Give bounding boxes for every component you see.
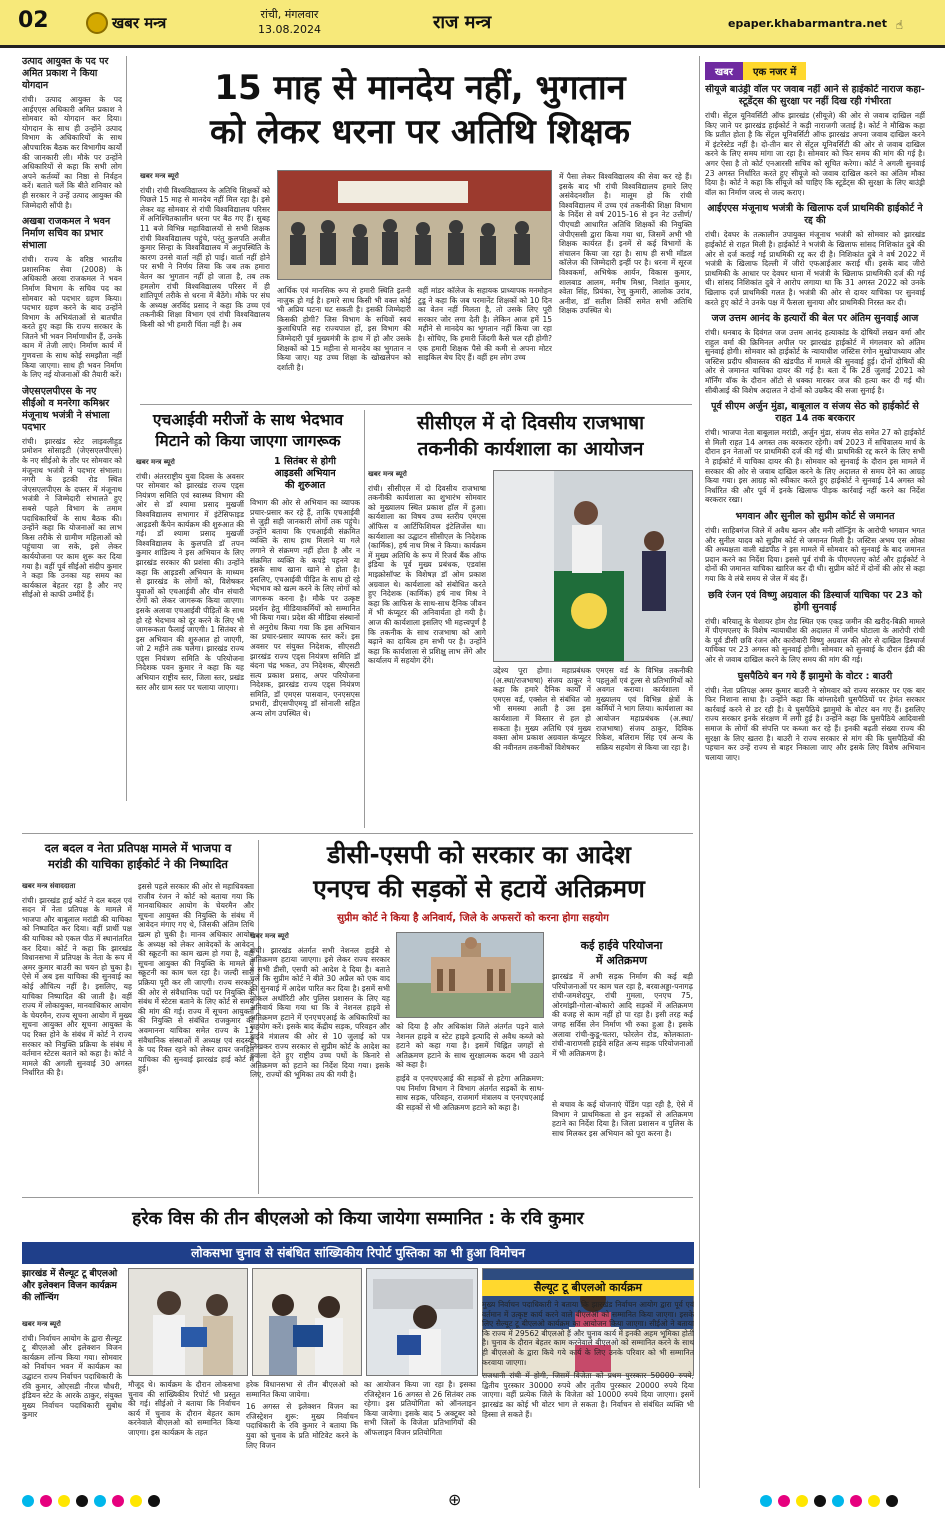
lead-body-2: आर्थिक एवं मानसिक रूप से हमारी स्थिति इतनी नाजुक हो गई है। हमारे साथ किसी भी वक्त कोई भी अप्रिय घटना घट सकती है। इसकी जिम्मेदारी किसकी होगी? जिस विभाग के सचिवों स्वयं कुलाधिपति सह राज्यपाल हों, इस विभाग की जिम्मेदारी पूर्व मुख्यमंत्री के हाथ में हो और उसके शिक्षकों को 15 महीना से मानदेय का भुगतान न किया जाए। यह उच्च शिक्षा के खोखलेपन को दर्शाती है।	[277, 286, 411, 372]
blo-col-3	[364, 1380, 476, 1488]
color-mark	[130, 1495, 142, 1507]
right-head-5: भगवान और सुनील को सुप्रीम कोर्ट से जमानत	[735, 511, 895, 522]
dcsp-subhead: सुप्रीम कोर्ट ने किया है अनिवार्य, जिले के अफसरों को करना होगा सहयोग	[337, 913, 609, 924]
brand-name: खबर मन्त्र	[112, 14, 167, 32]
dcsp-headline-line-2: एनएच की सड़कों से हटायें अतिक्रमण	[313, 874, 645, 903]
masthead	[0, 0, 945, 48]
lead-col-4	[559, 172, 692, 400]
registration-mark: ⊕	[448, 1490, 462, 1509]
color-mark	[58, 1495, 70, 1507]
hiv-byline: खबर मन्त्र ब्यूरो	[136, 458, 175, 466]
blo-side-col	[22, 1320, 122, 1488]
color-mark	[760, 1495, 772, 1507]
dcsp-photo-supreme-court	[396, 932, 544, 1018]
ccl-headline-line-1: सीसीएल में दो दिवसीय राजभाषा	[416, 412, 645, 434]
lead-col-2	[277, 286, 411, 400]
blo-col-1	[128, 1380, 240, 1488]
right-tag-row	[705, 62, 925, 80]
hc-case-headline	[22, 840, 254, 872]
ccl-byline: खबर मन्त्र ब्यूरो	[368, 470, 407, 478]
lead-body-3: वहीं मांडर कॉलेज के सहायक प्राध्यापक मनमोहन टुडू ने कहा कि जब परमानेंट शिक्षकों को 10 दिन का वेतन नहीं मिलता है, तो उसके लिए पूरी सरकार जोर लगा देती है। लेकिन आज हमें 15 महीने से मानदेय का भुगतान नहीं किया जा रहा है। सोचिए, कि हमारी जिंदगी कैसे चल रही होगी? एक हमारी शिक्षक पैसे की कमी से अपना मोटर साइकिल बेच दिए हैं। वहीं हम लोग उच्च	[418, 286, 552, 363]
brand-logo-icon	[86, 12, 108, 34]
color-mark	[40, 1495, 52, 1507]
section-rule	[140, 404, 692, 405]
right-head-3: जज उत्तम आनंद के हत्यारों की बेल पर अंतिम सुनवाई आज	[711, 313, 919, 325]
ccl-body-1: रांची। सीसीएल में दो दिवसीय राजभाषा तकनीकी कार्यशाला का शुभारंभ सोमवार को मुख्यालय स्थित प्रकाश हॉल में हुआ। कार्यशाला का विषय उच्च स्तरीय एमएस ऑफिस व आर्टिफिशियल इंटेलिजेंस था। कार्यशाला का उद्घाटन सीसीएल के निदेशक (कार्मिक), हर्ष नाथ मिश्र ने किया। कार्यक्रम में मुख्य अतिथि के रूप में रिजर्व बैंक ऑफ इंडिया के पूर्व मुख्य प्रबंधक, एडवांस माइक्रोसॉफ्ट के विशेषज्ञ डॉ ओम प्रकाश अग्रवाल थे। कार्यशाला को संबोधित करते हुए निदेशक (कार्मिक) हर्ष नाथ मिश्र ने कहा कि आफिस के साथ-साथ दैनिक जीवन में भी कंप्यूटर की अनिवार्यता हो गयी है। आज की कार्यशाला इसलिए भी महत्त्वपूर्ण है कि तकनीक के साथ राजभाषा को आगे बढ़ाने का दायित्व हम सभी पर है। उन्होंने कहा कि कार्यशाला से प्रशिक्षु लाभ लेंगे और कार्यालय में सहयोग देंगे।	[368, 483, 486, 666]
hc-case-headline-line-2: मरांडी की याचिका हाईकोर्ट ने की निष्पादित	[47, 857, 228, 871]
color-mark	[814, 1495, 826, 1507]
hiv-subhead-line-1: 1 सितंबर से होगी	[274, 456, 336, 467]
page-number: 02	[18, 8, 49, 33]
right-body-7: रांची। नेता प्रतिपक्ष अमर कुमार बाउरी ने सोमवार को राज्य सरकार पर एक बार फिर निशाना साधा है। उन्होंने कहा कि बांग्लादेशी घुसपैठियों पर हेमंत सरकार कार्रवाई करने से डर रही है। ये घुसपैठिये झामुमो के वोटर बन गए हैं। इसलिए राज्य सरकार इनके संरक्षण में लगी हुई है। उन्होंने कहा कि घुसपैठिये आदिवासी समाज के लोगों की संपत्ति पर कब्जा कर रहे हैं। इनकी बढ़ती संख्या राज्य की सुरक्षा के लिए खतरा है। बाउरी ने राज्य सरकार से मांग की कि घुसपैठियों की पहचान कर उन्हें राज्य से बाहर निकाला जाए और इसके लिए विशेष अभियान चलाया जाए।	[705, 685, 925, 762]
blo-headline: हरेक विस की तीन बीएलओ को किया जायेगा सम्मानित : के रवि कुमार	[132, 1209, 584, 1229]
dcsp-box-head-line-1: कई हाईवे परियोजना	[580, 939, 663, 952]
hiv-headline-line-2: मिटाने को किया जाएगा जागरूक	[155, 432, 341, 450]
lead-headline-line-1: 15 माह से मानदेय नहीं, भुगतान	[214, 68, 626, 108]
color-mark	[868, 1495, 880, 1507]
right-head-2: आईएएस मंजूनाथ भजंत्री के खिलाफ दर्ज प्राथमिकी हाईकोर्ट ने रद्द की	[707, 203, 923, 227]
hiv-headline	[136, 410, 360, 452]
blo-byline: खबर मन्त्र ब्यूरो	[22, 1320, 61, 1328]
dcsp-box-head-line-2: में अतिक्रमण	[596, 954, 647, 967]
color-mark	[832, 1495, 844, 1507]
ccl-col-1	[368, 470, 486, 828]
dateline	[258, 7, 321, 37]
brief-body-1: रांची। उत्पाद आयुक्त के पद आईएएस अधिकारी अमित प्रकाश ने सोमवार को योगदान कर दिया। योगदान के साथ ही उन्होंने उत्पाद विभाग के अधिकारियों के साथ औपचारिक बैठक कर विभागीय कार्यों की जानकारी ली। मौके पर उन्होंने अधिकारियों से कहा कि सभी लोग अपने कर्तव्यों का निष्ठा से निर्वहन करें। बताते चलें कि बीते शनिवार को ही सरकार ने उन्हें उत्पाद आयुक्त की जिम्मेदारी सौंपी है।	[22, 95, 122, 210]
color-mark	[778, 1495, 790, 1507]
dcsp-col-3	[552, 972, 693, 1096]
dcsp-body-1: रांची। झारखंड अंतर्गत सभी नेशनल हाईवे से अतिक्रमण हटाया जाएगा। इसे लेकर राज्य सरकार ने सभी डीसी, एसपी को आदेश दे दिया है। बताते चलें कि सुप्रीम कोर्ट ने बीते 30 अप्रैल को एक वाद की सुनवाई में आदेश पारित कर दिया है। इसमें सभी लोकल अथॉरिटी और पुलिस प्रशासन के लिए यह अनिवार्य किया गया था कि वे नेशनल हाइवे से अतिक्रमण हटाने में एनएचएआई के अधिकारियों का सहयोग करें। इसके बाद केंद्रीय सड़क, परिवहन और हाईवे मंत्रालय की ओर से 10 जुलाई को पत्र लिखकर राज्य सरकार से सुप्रीम कोर्ट के आदेश का हवाला देते हुए राष्ट्रीय उच्च पथों के किनारे से अतिक्रमण को हटाने का निर्देश दिया गया। इसके लिए, राज्यों की भूमिका तय की गयी है।	[250, 945, 390, 1080]
dcsp-box-head	[550, 938, 693, 968]
column-rule	[126, 56, 127, 801]
date: 13.08.2024	[258, 23, 321, 36]
blo-photo-3	[366, 1268, 478, 1376]
right-head-1: सीयूजे बाउंड्री वॉल पर जवाब नहीं आने से हाईकोर्ट नाराज कहा- स्टूडेंट्स की सुरक्षा पर नहीं दिख रही गंभीरता	[705, 84, 925, 107]
hc-case-byline: खबर मन्त्र संवाददाता	[22, 882, 76, 890]
right-body-6: रांची। बरियातू के चेशायर होम रोड स्थित एक एकड़ जमीन की खरीद-बिक्री मामले में पीएमएलए के विशेष न्यायाधीश की अदालत में जमीन घोटाला के आरोपी रांची के पूर्व डीसी छवि रंजन और कारोबारी विष्णु अग्रवाल की ओर से दाखिल डिस्चार्ज याचिका पर 23 अगस्त को सुनवाई होगी। सोमवार को सुनवाई के दौरान ईडी की ओर से जवाब दाखिल करने के लिए समय की मांग की गई।	[705, 616, 925, 664]
ccl-body-3: एमएस वर्ड के विभिन्न तकनीकी पहलुओं एवं टूल्स से प्रतिभागियों को अवगत कराया। कार्यशाला में मुख्यालय एवं विभिन्न क्षेत्रों के कर्मियों ने भाग लिया। कार्यशाला का आयोजन महाप्रबंधक (अ.स्था/राजभाषा) संजय ठाकुर, दिविक रिकेश, बलिराम सिंह एवं अन्य के सक्रिय सहयोग से किया जा रहा है।	[596, 666, 693, 752]
hiv-col-1	[136, 458, 244, 828]
color-mark	[112, 1495, 124, 1507]
right-head-4: पूर्व सीएम अर्जुन मुंडा, बाबूलाल व संजय सेठ को हाईकोर्ट से राहत 14 तक बरकरार	[711, 401, 919, 425]
dcsp-headline	[264, 838, 694, 906]
hiv-col-2	[250, 498, 360, 828]
blo-box-head: सैल्यूट टू बीएलओ कार्यक्रम	[482, 1280, 694, 1296]
dcsp-col-2	[396, 1022, 544, 1194]
blo-photo-2	[252, 1268, 362, 1376]
color-mark	[76, 1495, 88, 1507]
dcsp-byline: खबर मन्त्र ब्यूरो	[250, 932, 289, 940]
print-color-marks-right	[760, 1492, 904, 1508]
dcsp-col-4	[552, 1100, 693, 1194]
ccl-col-2	[493, 666, 591, 828]
lead-headline	[140, 66, 700, 154]
blo-col-2	[246, 1380, 358, 1488]
blo-side-body: रांची। निर्वाचन आयोग के द्वारा सैल्यूट टू बीएलओ और इलेक्शन विजन कार्यक्रम लॉन्च किया गया। सोमवार को निर्वाचन भवन में कार्यक्रम का उद्घाटन राज्य निर्वाचन पदाधिकारी के रवि कुमार, ओएसडी नीरज चौधरी, इंडियन स्टेट के आरके ठाकुर, संयुक्त मुख्य निर्वाचन पदाधिकारी सुबोध कुमार	[22, 1333, 122, 1420]
right-head-6: छवि रंजन एवं विष्णु अग्रवाल की डिस्चार्ज याचिका पर 23 को होगी सुनवाई	[708, 589, 922, 613]
hc-case-body-2: इससे पहले सरकार की ओर से महाधिवक्ता राजीव रंजन ने कोर्ट को बताया गया कि मानवाधिकार आयोग के चेयरमैन और सूचना आयुक्त की नियुक्ति के संबंध में आवेदन मंगाए गए थे, जिसकी अंतिम तिथि खत्म हो चुकी है। मानव अधिकार आयोग के अध्यक्ष को लेकर आवेदकों के आवेदन की स्क्रूटनी का काम खत्म हो गया है, वहीं सूचना आयुक्त की नियुक्ति के मामले में स्क्रूटनी का काम चल रहा है। जल्दी सारी प्रक्रिया पूरी कर ली जाएगी। राज्य सरकार की ओर से संवैधानिक पदों पर नियुक्ति के संबंध में स्टेटस बताने के लिए कोर्ट से समय की मांग की गई। राज्य में सूचना आयुक्तों की नियुक्ति से संबंधित राजकुमार की अवमानना याचिका समेत राज्य के 12 संवैधानिक संस्थाओं में अध्यक्ष एवं सदस्यों के पद रिक्त रहने को लेकर दायर जनहित याचिका की सुनवाई झारखंड हाई कोर्ट में हुई।	[138, 882, 254, 1074]
ccl-photo-speaker	[493, 470, 693, 662]
cursor-icon: ☝	[895, 18, 903, 32]
color-mark	[796, 1495, 808, 1507]
right-body-1: रांची। सेंट्रल यूनिवर्सिटी ऑफ झारखंड (सीयूजे) की ओर से जवाब दाखिल नहीं किए जाने पर झारखंड हाईकोर्ट ने कड़ी नाराजगी जताई है। कोर्ट ने मौखिक कहा कि प्रतीत होता है कि सेंट्रल यूनिवर्सिटी ऑफ झारखंड अपना जवाब दाखिल करने में इंटरेस्टेड नहीं है। दो-तीन बार से सेंट्रल यूनिवर्सिटी की ओर से जवाब दाखिल करने के लिए समय मांगा जा रहा है। सोमवार को फिर समय की मांग की गई है। अगर ऐसा है तो कोर्ट एनआरसी सचिव को सूचित करेगा। कोर्ट ने अगली सुनवाई 23 अगस्त निर्धारित करते हुए सीयूजे को जवाब दाखिल करने का अंतिम मौका दिया है। कोर्ट ने कहा कि सीयूजे को चाहिए कि स्टूडेंट्स की सुरक्षा के लिए बाउंड्री वॉल का निर्माण जल्द से जल्द कराए।	[705, 111, 925, 197]
blo-body-2: हरेक विधानसभा से तीन बीएलओ को सम्मानित किया जायेगा।	[246, 1380, 358, 1399]
brief-body-2: रांची। राज्य के वरिष्ठ भारतीय प्रशासनिक सेवा (2008) के अधिकारी अरवा राजकमल ने भवन निर्माण विभाग के सचिव पद का सोमवार को पदभार ग्रहण किया। पदभार ग्रहण करने के बाद उन्होंने विभाग के अभियंताओं से बातचीत करते हुए कहा कि राज्य सरकार के जितने भी भवन निर्माणाधीन हैं, उनके काम में तेजी लाएं। निर्माण कार्य में गुणवत्ता के साथ कोई समझौता नहीं किया जाएगा। साथ ही भवन निर्माण के लिए नई योजनाओं की तैयारी करें।	[22, 255, 122, 380]
city-day: रांची, मंगलवार	[260, 8, 319, 21]
color-mark	[22, 1495, 34, 1507]
brief-head-1: उत्पाद आयुक्त के पद पर अमित प्रकाश ने किया योगदान	[22, 56, 109, 91]
hc-case-body-1: रांची। झारखंड हाई कोर्ट ने दल बदल एवं सदन में नेता प्रतिपक्ष के मामले में भाजपा और बाबूलाल मरांडी की याचिका को निष्पादित कर दिया। वहीं प्रार्थी पक्ष की याचिका को एकल पीठ में स्थानांतरित कर दिया। कोर्ट ने कहा कि झारखंड विधानसभा में प्रतिपक्ष के नेता के रूप में अमर कुमार बाउरी का चयन हो चुका है। ऐसे में अब इस याचिका की सुनवाई का कोई औचित्य नहीं है। इसलिए, यह याचिका निष्पादित की जाती है। वहीं राज्य में लोकायुक्त, मानवाधिकार आयोग के चेयरमैन, राज्य सूचना आयोग में मुख्य सूचना आयुक्त और सूचना आयुक्त के पद रिक्त होने के संबंध में कोर्ट ने राज्य सरकार को नियुक्ति प्रक्रिया के संबंध में वर्तमान स्टेटस बताने को कहा है। कोर्ट ने मामले की अगली सुनवाई 30 अगस्त निर्धारित की है।	[22, 895, 132, 1078]
dcsp-headline-line-1: डीसी-एसपी को सरकार का आदेश	[327, 840, 631, 869]
right-body-3: रांची। धनबाद के दिवंगत जज उत्तम आनंद हत्याकांड के दोषियों लखन वर्मा और राहुल वर्मा की क्रिमिनल अपील पर झारखंड हाईकोर्ट में मंगलवार को अंतिम सुनवाई होगी। सोमवार को हाईकोर्ट के न्यायाधीश जस्टिस रंगोन मुखोपाध्याय और जस्टिस प्रदीप श्रीवास्तव की खंडपीठ में मामले की सुनवाई हुई। दोनों दोषियों की ओर से जमानत याचिका दायर की गई है। बता दें कि 28 जुलाई 2021 को मॉर्निंग वॉक के दौरान ऑटो से धक्का मारकर जज की हत्या कर दी गई थी। सीबीआई की विशेष अदालत ने दोनों को उम्रकैद की सजा सुनाई है।	[705, 328, 925, 395]
dcsp-body-4: से बचाव के कई योजनाएं पेंडिंग पड़ा रही है, ऐसे में विभाग ने प्राथमिकता से इन सड़कों से अतिक्रमण हटाने का निर्देश दिया है। जिला प्रशासन व पुलिस के साथ मिलकर इस अभियान को पूरा करना है।	[552, 1100, 693, 1138]
ccl-body-2: उद्देश्य पूरा होगा। महाप्रबंधक (अ.स्था/राजभाषा) संजय ठाकुर ने कहा कि हमारे दैनिक कार्यों में एमएस वर्ड, एक्सेल से संबंधित जो भी समस्या आती है उस इस कार्यशाला में विस्तार से हल हो सकता है। मुख्य अतिथि एवं मुख्य वक्ता ओम प्रकाश अग्रवाल कंप्यूटर की नवीनतम तकनीकों विशेषकर	[493, 666, 591, 752]
hiv-headline-line-1: एचआईवी मरीजों के साथ भेदभाव	[152, 411, 344, 429]
blo-body-3: का आयोजन किया जा रहा है। इसका रजिस्ट्रेशन 16 अगस्त से 26 सितंबर तक रहेगा। इस प्रतियोगिता को ऑनलाइन किया जायेगा। इसके बाद 5 अक्टूबर को सभी जिलों के विजेता प्रतिभागियों की ऑफलाइन विजन प्रतियोगिता	[364, 1380, 476, 1437]
lead-col-3	[418, 286, 552, 400]
hc-case-headline-line-1: दल बदल व नेता प्रतिपक्ष मामले में भाजपा व	[44, 841, 232, 855]
right-body-4: रांची। भाजपा नेता बाबूलाल मरांडी, अर्जुन मुंडा, संजय सेठ समेत 27 को हाईकोर्ट से मिली राहत 14 अगस्त तक बरकरार रहेगी। वर्ष 2023 में सचिवालय मार्च के दौरान इन नेताओं पर प्राथमिकी दर्ज की गई थी। प्राथमिकी रद्द करने के लिए सभी ने हाईकोर्ट में याचिका दायर की है। सोमवार को सुनवाई के दौरान इस मामले में सरकार की ओर से जवाब दाखिल करने के लिए अदालत से समय देने का आग्रह किया गया। इस आग्रह को स्वीकार करते हुए हाईकोर्ट ने सुनवाई 14 अगस्त को निर्धारित की और पूर्व में इनके खिलाफ पीड़क कार्रवाई नहीं करने का निर्देश बरकरार रखा।	[705, 428, 925, 505]
blo-side-head: झारखंड में सैल्यूट टू बीएलओ और इलेक्शन विजन कार्यक्रम की लॉन्चिंग	[22, 1269, 118, 1303]
print-color-marks-left	[22, 1492, 166, 1508]
hc-case-col-1	[22, 882, 132, 1194]
blo-body-2b: 16 अगस्त से इलेक्शन विजन का रजिस्ट्रेशन शुरू: मुख्य निर्वाचन पदाधिकारी के रवि कुमार ने बताया कि युवा को चुनाव के प्रति मोटिवेट करने के लिए विजन	[246, 1402, 358, 1450]
lead-byline: खबर मन्त्र ब्यूरो	[140, 172, 179, 180]
dcsp-col-1	[250, 932, 390, 1194]
khabar-tag: खबर	[705, 62, 743, 80]
left-briefs-column	[22, 56, 122, 801]
right-body-5: रांची। साहिबगंज जिले में अवैध खनन और मनी लॉन्ड्रिंग के आरोपी भगवान भगत और सुनील यादव को सुप्रीम कोर्ट से जमानत मिली है। जस्टिस अभय एस ओका की अध्यक्षता वाली खंडपीठ ने इस मामले में सोमवार को सुनवाई के बाद जमानत प्रदान करने का निर्देश दिया। इससे पूर्व रांची के पीएमएलए कोर्ट और हाईकोर्ट ने दोनों की जमानत याचिका खारिज कर दी थी। सुप्रीम कोर्ट में दोनों की ओर से कहा गया कि वे लंबे समय से जेल में बंद हैं।	[705, 526, 925, 583]
hiv-subhead-line-2: आइडसी अभियान	[274, 468, 336, 479]
right-head-7: घुसपैठिये बन गये हैं झामुमो के वोटर : बाउरी	[737, 670, 893, 682]
section-name: राज मन्त्र	[433, 12, 492, 33]
dcsp-body-2: को दिया है और अधिकांश जिले अंतर्गत पड़ने वाले नेशनल हाइवे व स्टेट हाइवे इत्यादि से अवैध कब्जे को हटाने को कहा गया है। इसमें चिह्नित जगहों से अतिक्रमण हटाने के साथ सुरक्षात्मक कदम भी उठाने को कहा है।	[396, 1022, 544, 1070]
lead-headline-line-2: को लेकर धरना पर अतिथि शिक्षक	[210, 112, 630, 152]
dcsp-body-3: झारखंड में अभी सड़क निर्माण की कई बड़ी परियोजनाओं पर काम चल रहा है, बरवाअड्डा-पनागढ़ रांची-जमशेदपुर, रांची गुमला, एनएच 75, ओरमांझी-गोला-बोकारो आदि सड़कों में अतिक्रमण की वजह से काम नहीं हो पा रहा है। इसी तरह कई जगह सर्विस लेन निर्माण भी रुका हुआ है। इसके अलावा रांची-कुडू-चतरा, फोरलेन रोड, कोलकाता-रांची-वाराणसी हाईवे सहित अन्य सड़क परियोजनाओं में भी अतिक्रमण है।	[552, 972, 693, 1058]
hiv-subhead	[250, 456, 360, 492]
ccl-headline-line-2: तकनीकी कार्यशाला का आयोजन	[417, 438, 644, 460]
dcsp-body-2b: हाईवे व एनएचएआई की सड़कों से हटेगा अतिक्रमण: पथ निर्माण विभाग ने विभाग अंतर्गत सड़कों के साथ-साथ सड़क, परिवहन, राजमार्ग मंत्रालय व एनएचएआई की सड़कों से भी अतिक्रमण हटाने को कहा है।	[396, 1073, 544, 1112]
blo-box-body-2: राजधानी रांची में होगी, जिसमें विजेता को प्रथम पुरस्कार 50000 रुपये, द्वितीय पुरस्कार 30000 रुपये और तृतीय पुरस्कार 20000 रुपये दिया जाएगा। वहीं प्रत्येक जिले के विजेता को 10000 रुपये दिया जाएगा। इसमें झारखंड का कोई भी वोटर भाग ले सकता है। निर्वाचन से संबंधित व्यक्ति भी हिस्सा ले सकते हैं।	[482, 1371, 694, 1419]
color-mark	[94, 1495, 106, 1507]
brief-head-3: जेएसएलपीएस के नए सीईओ व मनरेगा कमिश्नर मंजूनाथ भजंत्री ने संभाला पदभार	[22, 385, 110, 433]
lead-photo-teachers-dharna	[277, 170, 552, 280]
blo-box-body: मुख्य निर्वाचन पदाधिकारी ने बताया कि झारखंड निर्वाचन आयोग द्वारा पूर्व एवं वर्तमान में उत्कृष्ट कार्य करने वाले बीएलओ को सम्मानित किया जाएगा। इसके लिए सैल्यूट टू बीएलओ कार्यक्रम का आयोजन किया जाएगा। सीईओ ने बताया कि राज्य में 29562 बीएलओ हैं और चुनाव कार्य में इनकी अहम भूमिका होती है। चुनाव के दौरान बेहतर काम करनेवाले बीएलओ को सम्मानित करने के साथ ही बीएलओ के द्वारा किये गये कार्य के लिए उनके परिवार को भी सम्मानित करवाया जाएगा।	[482, 1300, 694, 1367]
lead-body-4: में पैसा लेकर विश्वविद्यालय की सेवा कर रहे हैं। इसके बाद भी रांची विश्वविद्यालय हमारे लिए असंवेदनशील है। मालूम हो कि रांची विश्वविद्यालय में उच्च एवं तकनीकी शिक्षा विभाग के निर्देश से वर्ष 2015-16 से इन नेट उत्तीर्ण/पीएचडी आधारित अतिथि शिक्षकों की नियुक्ति जेपीएससी द्वारा किया गया था, जिसमें अभी भी शिक्षक कार्यरत हैं। इनमें से कई विभागों के संचालन किया जा रहा है। साथ ही सभी मॉडल कॉलेज की जिम्मेदारी इन्हीं पर है। धरना में सूरज विश्वकर्मा, अभिषेक आर्यन, विकास कुमार, शालबाड आलम, मनीष मिश्रा, निशांत कुमार, श्वेता सिंह, प्रियंका, रेणु कुमारी, आलोक उरांव, अनीश, डॉ सतीश तिर्की समेत सभी अतिथि शिक्षक उपस्थित थे।	[559, 172, 692, 316]
section-rule	[22, 1197, 693, 1198]
hc-case-col-2	[138, 882, 254, 1194]
blo-body-1: मौजूद थे। कार्यक्रम के दौरान लोकसभा चुनाव की सांख्यिकीय रिपोर्ट भी प्रस्तुत की गई। सीईओ ने बताया कि निर्वाचन कार्य में चुनाव के दौरान बेहतर काम करनेवाले बीएलओ को सम्मानित किया जाएगा। इस कार्यक्रम के तहत	[128, 1380, 240, 1437]
ccl-col-3	[596, 666, 693, 828]
blo-subhead: लोकसभा चुनाव से संबंधित सांख्यिकीय रिपोर्ट पुस्तिका का भी हुआ विमोचन	[22, 1242, 694, 1264]
ccl-headline	[368, 410, 693, 462]
right-briefs-column	[705, 84, 925, 1488]
brief-head-2: अखबा राजकमल ने भवन निर्माण सचिव का प्रभार संभाला	[22, 216, 111, 252]
brief-body-3: रांची। झारखंड स्टेट लाइवलीहुड प्रमोशन सोसाइटी (जेएसएलपीएस) के नए सीईओ के तौर पर सोमवार को मंजूनाथ भजंत्री ने पदभार संभाला। नगरी के इटकी रोड स्थित जेएसएलपीएस के दफ्तर में मंजूनाथ भजंत्री ने जिम्मेदारी संभालते हुए सबसे पहले विभाग के तमाम पदाधिकारियों के साथ बैठक की। उन्होंने कहा कि योजनाओं का लाभ किस तरीके से ग्रामीण महिलाओं को पहुंचाया जा सके, इसे लेकर कार्ययोजना पर काम शुरू कर दिया गया है। वहीं पूर्व सीईओ संदीप कुमार ने कहा कि उनका यह समय का कार्यकाल बेहतर रहा है और नए सीईओ से काफी उम्मीदें हैं।	[22, 436, 122, 600]
column-rule	[364, 410, 365, 828]
lead-body-1: रांची। रांची विश्वविद्यालय के अतिथि शिक्षकों को पिछले 15 माह से मानदेय नहीं मिल रहा है। इसे लेकर वह सोमवार से रांची विश्वविद्यालय परिसर में अनिश्चितकालीन धरना पर बैठ गए हैं। सुबह 11 बजे विभिन्न महाविद्यालयों से सभी शिक्षक रांची विश्वविद्यालय पहुंचे, परंतु कुलपति अजीत कुमार सिन्हा के विश्वविद्यालय में अनुपस्थिति के कारण उनसे वार्ता नहीं हो पाई। वार्ता नहीं होने पर सभी ने निर्णय लिया कि जब तक हमारा वेतन का भुगतान नहीं हो जाता है, तब तक हमलोग रांची विश्वविद्यालय परिसर में ही शांतिपूर्ण तरीके से धरना में बैठेंगे। मौके पर संघ के अध्यक्ष अरविंद प्रसाद ने कहा कि उच्च एवं तकनीकी शिक्षा विभाग एवं रांची विश्वविद्यालय किसी को भी हमारी चिंता नहीं है। अब	[140, 185, 270, 329]
blo-photo-1	[128, 1268, 248, 1376]
color-mark	[850, 1495, 862, 1507]
epaper-link[interactable]: epaper.khabarmantra.net	[728, 17, 887, 30]
hiv-subhead-line-3: की शुरुआत	[284, 480, 326, 491]
hiv-body-2: विभाग की ओर से अभियान का व्यापक प्रचार-प्रसार कर रहे हैं, ताकि एचआईवी से जुड़ी सही जानकारी लोगों तक पहुंचे। उन्होंने बताया कि एचआईवी संक्रमित व्यक्ति के साथ हाथ मिलाने या गले लगाने से संक्रमण नहीं होता है और न संक्रमित व्यक्ति के कपड़े पहनने या इसके साथ खाना खाने से होता है। इसलिए, एचआईवी पीड़ित के साथ हो रहे भेदभाव को खत्म करने के लिए लोगों को जागरूक करना है। मौके पर उत्कृष्ट प्रदर्शन हेतु मीडियाकर्मियों को सम्मानित भी किया गया। प्रदेश की मीडिया संस्थानों से अनुरोध किया गया कि इस अभियान का प्रचार-प्रसार व्यापक स्तर करें। इस अवसर पर संयुक्त निदेशक, सीएसटी झारखंड राज्य एड्स नियंत्रण समिति डॉ बंदना चंद्र भकत, उप निदेशक, बीएसटी सत्य प्रकाश प्रसाद, अपर परियोजना निदेशक, झारखंड राज्य एड्स नियंत्रण समिति, डॉ एमएस पासवान, एनएसएस प्रभारी, डीएसपीएमयू डॉ सोनाली सहित अन्य लोग उपस्थित थे।	[250, 498, 360, 719]
color-mark	[886, 1495, 898, 1507]
color-mark	[148, 1495, 160, 1507]
section-rule	[22, 833, 693, 834]
column-rule	[699, 56, 700, 1488]
blo-box-col	[482, 1300, 694, 1488]
ek-nazar-tag: एक नजर में	[743, 62, 806, 80]
lead-col-1	[140, 172, 270, 400]
hiv-body-1: रांची। अंतरराष्ट्रीय युवा दिवस के अवसर पर सोमवार को झारखंड राज्य एड्स नियंत्रण समिति एवं स्वास्थ्य विभाग की ओर से डॉ श्यामा प्रसाद मुखर्जी विश्वविद्यालय सभागार में इंटेंसिफाइड आइडसी कैंपेन कार्यक्रम की शुरुआत की गई। डॉ श्यामा प्रसाद मुखर्जी विश्वविद्यालय के कुलपति डॉ तपन कुमार शांडिल्य ने इस अभियान के लिए झारखंड सरकार की प्रशंसा की। उन्होंने कहा कि आइडसी अभियान के माध्यम से झारखंड के लोगों को, विशेषकर युवाओं को एचआईवी और यौन संचारी रोगों को लेकर जागरूक किया जाएगा। इसके अलावा एचआईवी पीड़ितों के साथ हो रहे भेदभाव को दूर करने के लिए भी जागरूकता फैलाई जाएगी। 1 सितंबर से इस अभियान की शुरुआत हो जाएगी, जो 2 महीने तक चलेगा। झारखंड राज्य एड्स नियंत्रण समिति के परियोजना निदेशक पवन कुमार ने कहा कि यह अभियान राष्ट्रीय स्तर, जिला स्तर, प्रखंड स्तर और ग्राम स्तर पर चलाया जाएगा।	[136, 471, 244, 692]
right-body-2: रांची। देवघर के तत्कालीन उपायुक्त मंजूनाथ भजंत्री को सोमवार को झारखंड हाईकोर्ट से राहत मिली है। हाईकोर्ट ने भजंत्री के खिलाफ सांसद निशिकांत दुबे की ओर से दर्ज कराई गई प्राथमिकी रद्द कर दी है। निशिकांत दुबे ने वर्ष 2022 में भजंत्री के खिलाफ दिल्ली में जीरो एफआईआर कराई थी। इसके बाद जीरो प्राथमिकी के आधार पर देवघर थाना में भजंत्री के खिलाफ प्राथमिकी दर्ज की गई थी। सांसद निशिकांत दुबे ने आरोप लगाया था कि 31 अगस्त 2022 को उनके खिलाफ दर्ज प्राथमिकी गलत है। भजंत्री की ओर से दायर याचिका पर सुनवाई करते हुए कोर्ट ने उनके पक्ष में फैसला सुनाया और प्राथमिकी निरस्त कर दी।	[705, 230, 925, 307]
